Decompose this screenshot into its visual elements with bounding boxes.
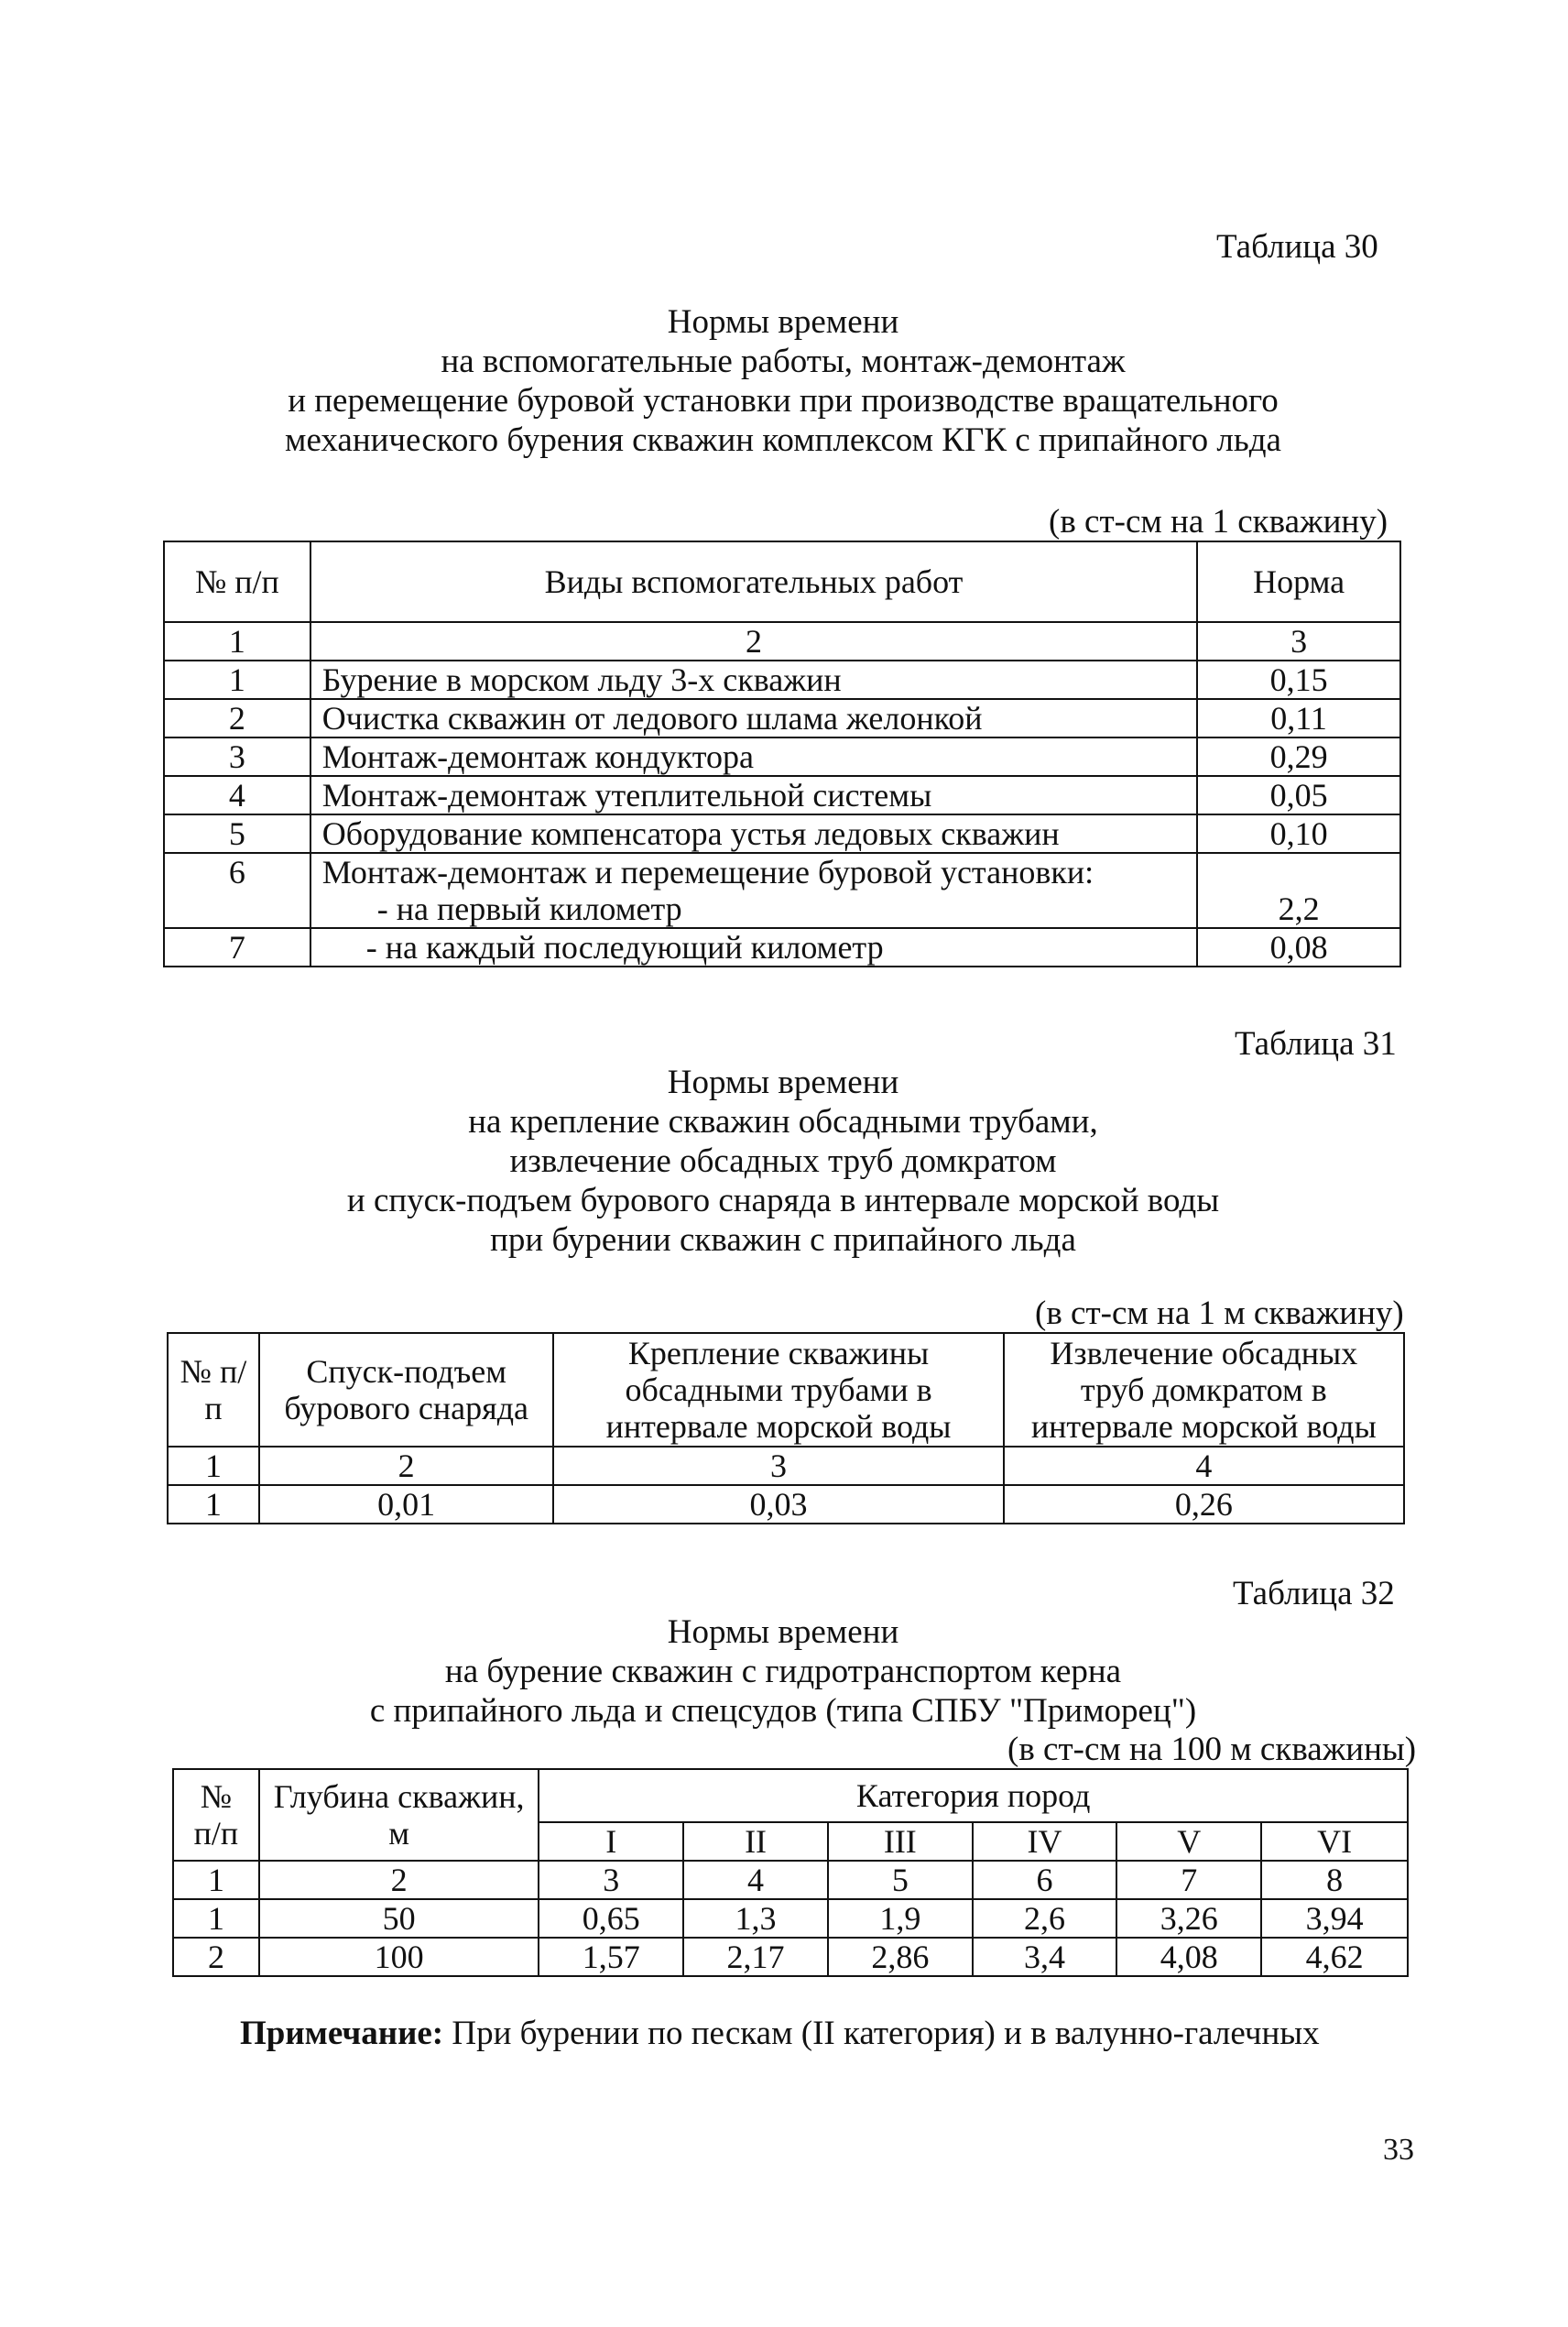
title-line: с припайного льда и спецсудов (типа СПБУ "Приморец") <box>369 1692 1197 1730</box>
table-31 <box>167 1332 1405 1524</box>
row-value: 2,86 <box>828 1938 973 1976</box>
header-depth: Глубина скважин, м <box>259 1769 539 1861</box>
title-line: при бурении скважин с припайного льда <box>490 1221 1076 1259</box>
page-number: 33 <box>1383 2133 1414 2167</box>
colnum-cell: 6 <box>973 1861 1117 1899</box>
category-cell: VI <box>1261 1822 1408 1861</box>
table-header-row <box>168 1333 1404 1447</box>
title-line: на крепление скважин обсадными трубами, <box>468 1103 1098 1141</box>
header-num: № п/п <box>173 1769 259 1861</box>
title-line: Нормы времени <box>667 1064 899 1101</box>
header-work: Виды вспомогательных работ <box>310 541 1197 622</box>
colnum-cell: 1 <box>164 622 310 661</box>
note-text: При бурении по пескам (II категория) и в валунно-галечных <box>443 2015 1320 2052</box>
header-num: № п/п <box>164 541 310 622</box>
category-cell: I <box>539 1822 683 1861</box>
row-num: 5 <box>164 814 310 853</box>
title-line: механического бурения скважин комплексом КГК с припайного льда <box>285 421 1281 459</box>
category-cell: V <box>1116 1822 1261 1861</box>
row-work: Монтаж-демонтаж кондуктора <box>310 737 1197 776</box>
row-work <box>310 853 1197 928</box>
colnum-cell: 4 <box>1004 1447 1404 1485</box>
table-row <box>164 814 1400 853</box>
row-value: 0,03 <box>553 1485 1003 1524</box>
table-row <box>164 699 1400 737</box>
note <box>240 2014 1320 2053</box>
row-depth: 100 <box>259 1938 539 1976</box>
table-32-label: Таблица 32 <box>1233 1575 1395 1612</box>
row-norm: 0,15 <box>1197 661 1400 699</box>
row-value: 4,08 <box>1116 1938 1261 1976</box>
table-row <box>164 737 1400 776</box>
row-work: Оборудование компенсатора устья ледовых скважин <box>310 814 1197 853</box>
row-num: 3 <box>164 737 310 776</box>
table-row <box>173 1938 1408 1976</box>
row-work-line: Монтаж-демонтаж и перемещение буровой установки: <box>321 854 1094 890</box>
row-norm: 2,2 <box>1197 853 1400 928</box>
table-colnum-row <box>164 622 1400 661</box>
row-value: 0,65 <box>539 1899 683 1938</box>
row-value: 3,26 <box>1116 1899 1261 1938</box>
header-tripping: Спуск-подъем бурового снаряда <box>259 1333 554 1447</box>
title-line: Нормы времени <box>667 1613 899 1651</box>
category-cell: II <box>683 1822 828 1861</box>
table-header-row <box>164 541 1400 622</box>
table-row <box>164 661 1400 699</box>
row-num: 6 <box>164 853 310 928</box>
row-norm: 0,10 <box>1197 814 1400 853</box>
row-value: 1,3 <box>683 1899 828 1938</box>
title-line: и перемещение буровой установки при производстве вращательного <box>288 382 1279 420</box>
table-row <box>164 776 1400 814</box>
title-line: на вспомогательные работы, монтаж-демонтаж <box>441 343 1126 380</box>
table-30-title <box>156 302 1410 460</box>
header-num: № п/п <box>168 1333 259 1447</box>
header-extraction: Извлечение обсадных труб домкратом в интервале морской воды <box>1004 1333 1404 1447</box>
table-colnum-row <box>173 1861 1408 1899</box>
row-value: 3,94 <box>1261 1899 1408 1938</box>
note-label: Примечание: <box>240 2015 444 2052</box>
row-norm: 0,08 <box>1197 928 1400 967</box>
row-value: 4,62 <box>1261 1938 1408 1976</box>
category-cell: IV <box>973 1822 1117 1861</box>
row-value: 2,6 <box>973 1899 1117 1938</box>
colnum-cell: 8 <box>1261 1861 1408 1899</box>
row-value: 0,01 <box>259 1485 554 1524</box>
table-30-unit: (в ст-см на 1 скважину) <box>1049 503 1388 541</box>
header-category: Категория пород <box>539 1769 1408 1822</box>
table-32 <box>172 1768 1409 1977</box>
row-value: 2,17 <box>683 1938 828 1976</box>
title-line: извлечение обсадных труб домкратом <box>509 1142 1057 1180</box>
row-work: - на каждый последующий километр <box>310 928 1197 967</box>
colnum-cell: 3 <box>1197 622 1400 661</box>
row-num: 1 <box>173 1899 259 1938</box>
row-num: 1 <box>168 1485 259 1524</box>
table-colnum-row <box>168 1447 1404 1485</box>
colnum-cell: 3 <box>539 1861 683 1899</box>
row-num: 1 <box>164 661 310 699</box>
row-value: 3,4 <box>973 1938 1117 1976</box>
colnum-cell: 5 <box>828 1861 973 1899</box>
colnum-cell: 4 <box>683 1861 828 1899</box>
title-line: на бурение скважин с гидротранспортом керна <box>444 1653 1122 1690</box>
header-norm: Норма <box>1197 541 1400 622</box>
row-norm: 0,11 <box>1197 699 1400 737</box>
row-work-subline: - на первый километр <box>376 890 682 927</box>
table-header-row <box>173 1769 1408 1822</box>
table-30-label: Таблица 30 <box>1216 228 1378 266</box>
row-work: Очистка скважин от ледового шлама желонкой <box>310 699 1197 737</box>
row-num: 4 <box>164 776 310 814</box>
table-row <box>164 928 1400 967</box>
row-work: Бурение в морском льду 3-х скважин <box>310 661 1197 699</box>
row-value: 1,57 <box>539 1938 683 1976</box>
category-cell: III <box>828 1822 973 1861</box>
title-line: и спуск-подъем бурового снаряда в интервале морской воды <box>346 1182 1220 1219</box>
row-work: Монтаж-демонтаж утеплительной системы <box>310 776 1197 814</box>
table-row <box>168 1485 1404 1524</box>
colnum-cell: 2 <box>310 622 1197 661</box>
row-value: 0,26 <box>1004 1485 1404 1524</box>
row-num: 2 <box>173 1938 259 1976</box>
title-line: Нормы времени <box>667 303 899 341</box>
colnum-cell: 7 <box>1116 1861 1261 1899</box>
colnum-cell: 2 <box>259 1861 539 1899</box>
table-31-unit: (в ст-см на 1 м скважину) <box>1035 1295 1404 1332</box>
row-num: 7 <box>164 928 310 967</box>
row-norm: 0,05 <box>1197 776 1400 814</box>
header-casing: Крепление скважины обсадными трубами в интервале морской воды <box>553 1333 1003 1447</box>
colnum-cell: 2 <box>259 1447 554 1485</box>
table-30 <box>163 541 1401 967</box>
row-num: 2 <box>164 699 310 737</box>
table-row <box>164 853 1400 928</box>
table-32-unit: (в ст-см на 100 м скважины) <box>1007 1731 1417 1768</box>
row-value: 1,9 <box>828 1899 973 1938</box>
row-depth: 50 <box>259 1899 539 1938</box>
table-31-title <box>156 1063 1410 1260</box>
row-norm: 0,29 <box>1197 737 1400 776</box>
table-row <box>173 1899 1408 1938</box>
colnum-cell: 1 <box>168 1447 259 1485</box>
colnum-cell: 1 <box>173 1861 259 1899</box>
colnum-cell: 3 <box>553 1447 1003 1485</box>
table-32-title <box>156 1612 1410 1731</box>
table-31-label: Таблица 31 <box>1235 1025 1397 1063</box>
